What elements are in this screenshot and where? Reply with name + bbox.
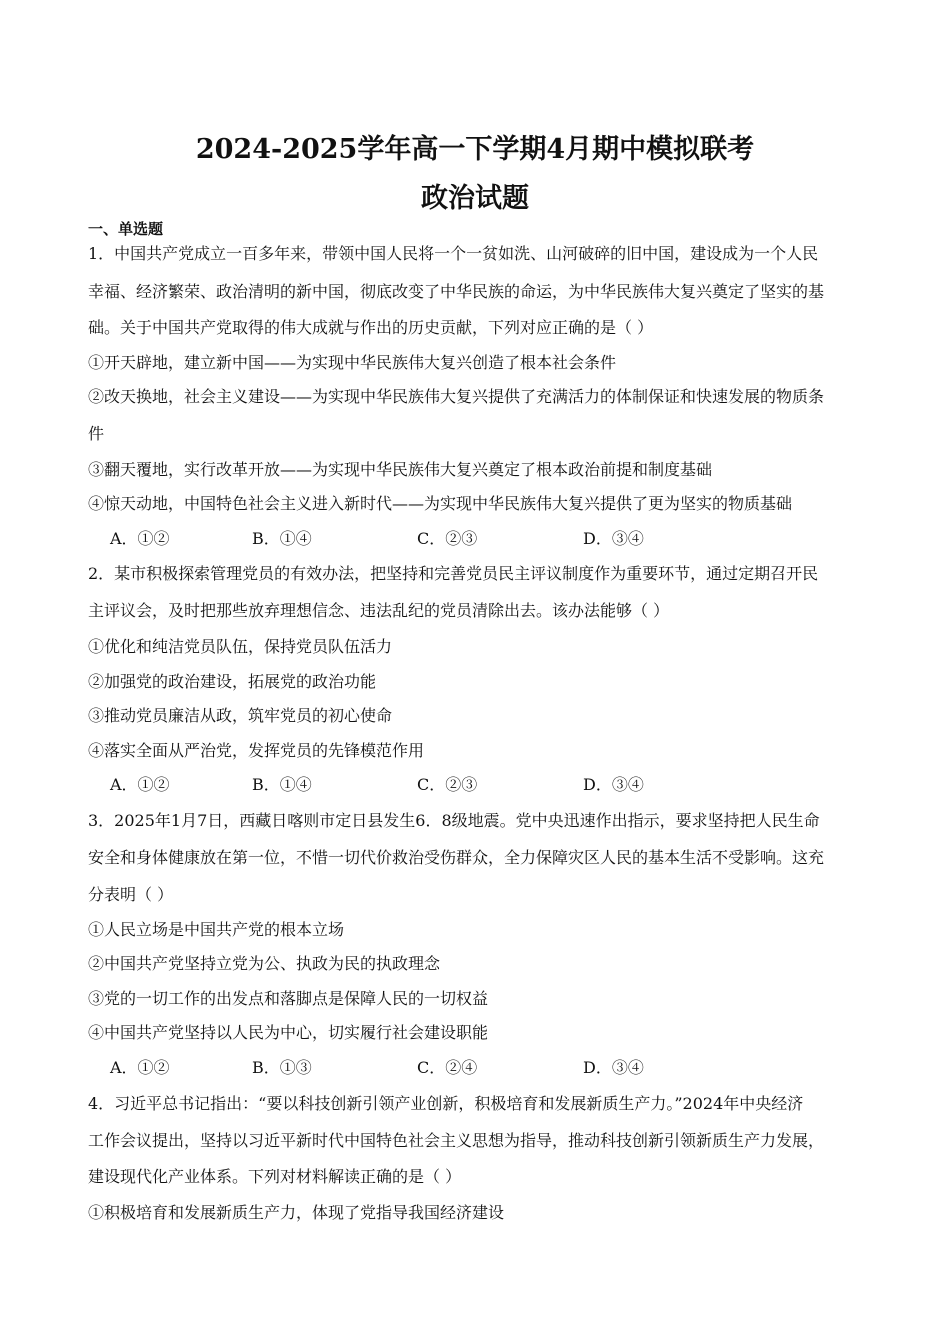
option-a[interactable]: A．①② [110,1058,170,1077]
option-d[interactable]: D．③④ [583,1058,644,1077]
option-b[interactable]: B．①④ [252,529,312,548]
statement-4: ④惊天动地，中国特色社会主义进入新时代——为实现中华民族伟大复兴提供了更为坚实的物质基础 [88,494,793,513]
question-text-line: 幸福、经济繁荣、政治清明的新中国，彻底改变了中华民族的命运，为中华民族伟大复兴奠定了坚实的基 [88,282,825,301]
section-heading: 一、单选题 [88,220,164,238]
question-text-line: 建设现代化产业体系。下列对材料解读正确的是（ ） [88,1167,462,1186]
exam-subject-title: 政治试题 [421,183,529,214]
statement-2: ②改天换地，社会主义建设——为实现中华民族伟大复兴提供了充满活力的体制保证和快速发展的物质条 [88,387,825,406]
question-text-line: 1．中国共产党成立一百多年来，带领中国人民将一个一贫如洗、山河破碎的旧中国，建设成为一个人民 [88,244,819,263]
option-a[interactable]: A．①② [110,775,170,794]
option-b[interactable]: B．①④ [252,775,312,794]
exam-title: 2024-2025学年高一下学期4月期中模拟联考 [195,134,755,165]
statement-4: ④中国共产党坚持以人民为中心，切实履行社会建设职能 [88,1023,489,1042]
question-text-line: 3．2025年1月7日，西藏日喀则市定日县发生6．8级地震。党中央迅速作出指示，要求坚持把人民生命 [88,811,820,830]
option-d[interactable]: D．③④ [583,775,644,794]
question-text-line: 2．某市积极探索管理党员的有效办法，把坚持和完善党员民主评议制度作为重要环节，通过定期召开民 [88,564,819,583]
question-text-line: 主评议会，及时把那些放弃理想信念、违法乱纪的党员清除出去。该办法能够（ ） [88,601,670,620]
question-text-line: 工作会议提出，坚持以习近平新时代中国特色社会主义思想为指导，推动科技创新引领新质生产力发展， [88,1131,825,1150]
option-c[interactable]: C．②④ [417,1058,478,1077]
statement-3: ③推动党员廉洁从政，筑牢党员的初心使命 [88,706,393,725]
question-text-line: 4．习近平总书记指出：“要以科技创新引领产业创新，积极培育和发展新质生产力。”2024年中央经济 [88,1094,804,1113]
option-b[interactable]: B．①③ [252,1058,312,1077]
option-d[interactable]: D．③④ [583,529,644,548]
question-text-line: 安全和身体健康放在第一位，不惜一切代价救治受伤群众，全力保障灾区人民的基本生活不受影响。这充 [88,848,825,867]
statement-1: ①开天辟地，建立新中国——为实现中华民族伟大复兴创造了根本社会条件 [88,353,617,372]
option-a[interactable]: A．①② [110,529,170,548]
statement-2-continued: 件 [88,424,105,443]
statement-1: ①人民立场是中国共产党的根本立场 [88,920,345,939]
statement-1: ①积极培育和发展新质生产力，体现了党指导我国经济建设 [88,1203,505,1222]
statement-2: ②加强党的政治建设，拓展党的政治功能 [88,672,377,691]
statement-1: ①优化和纯洁党员队伍，保持党员队伍活力 [88,637,393,656]
statement-2: ②中国共产党坚持立党为公、执政为民的执政理念 [88,954,441,973]
statement-4: ④落实全面从严治党，发挥党员的先锋模范作用 [88,741,425,760]
statement-3: ③党的一切工作的出发点和落脚点是保障人民的一切权益 [88,989,489,1008]
question-text-line: 分表明（ ） [88,885,174,904]
question-text-line: 础。关于中国共产党取得的伟大成就与作出的历史贡献，下列对应正确的是（ ） [88,318,654,337]
option-c[interactable]: C．②③ [417,775,478,794]
option-c[interactable]: C．②③ [417,529,478,548]
statement-3: ③翻天覆地，实行改革开放——为实现中华民族伟大复兴奠定了根本政治前提和制度基础 [88,460,713,479]
